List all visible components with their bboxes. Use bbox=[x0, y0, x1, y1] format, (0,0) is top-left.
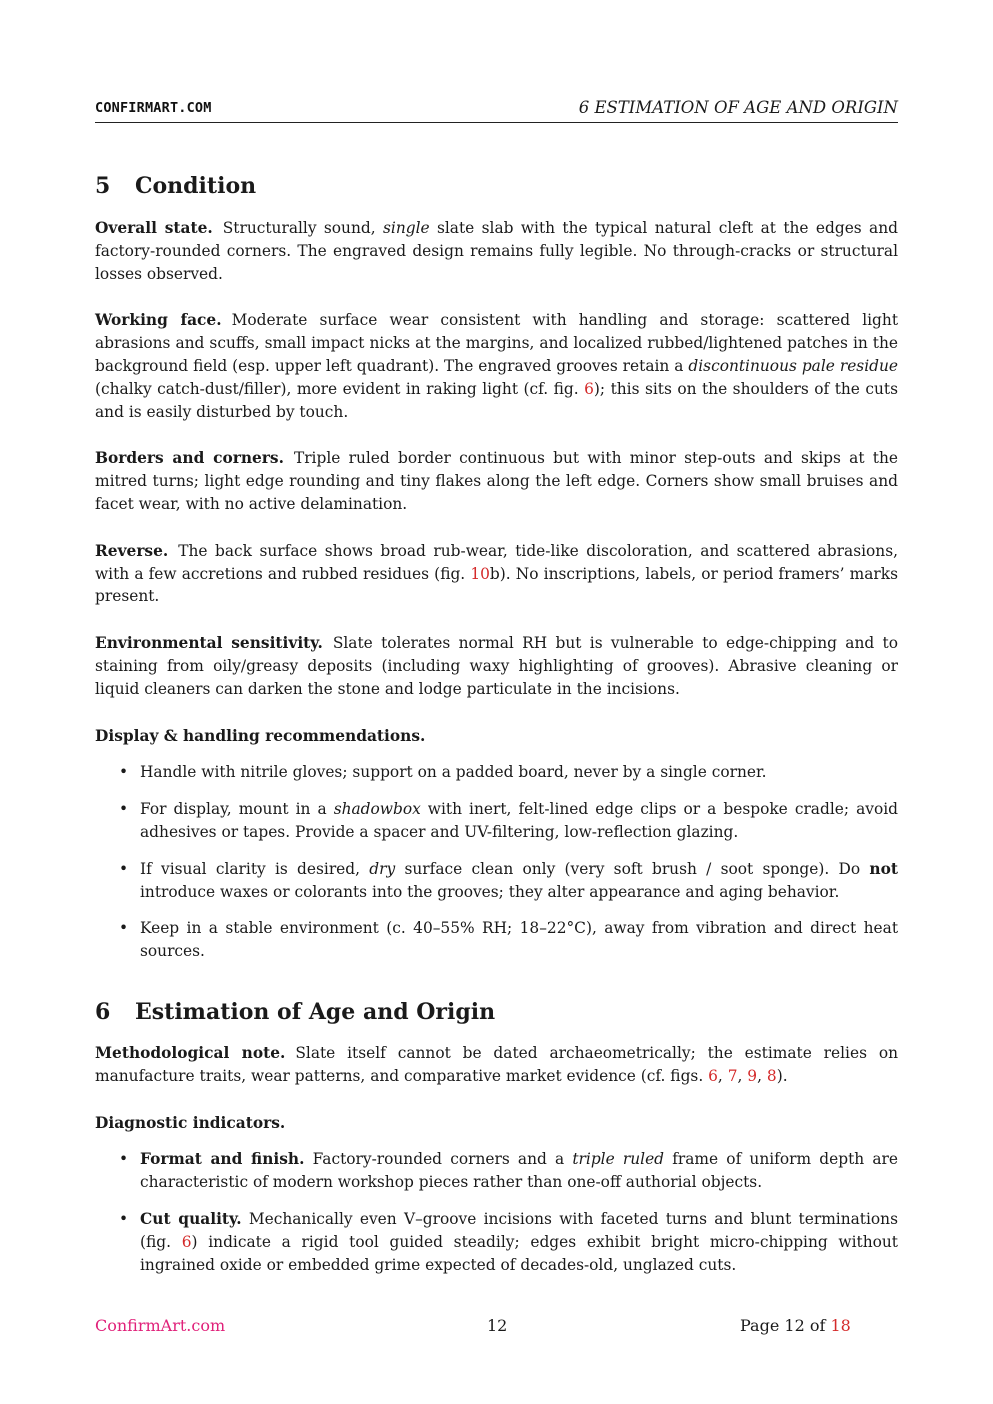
list-item-text: introduce waxes or colorants into the grooves; they alter appearance and aging behavior. bbox=[140, 882, 840, 901]
paragraph-text: The back surface shows broad rub-wear, tide-like discoloration, and scattered abrasions, with a few accretions and rubbed residues (fig. bbox=[95, 541, 898, 583]
running-title: 6 ESTIMATION OF AGE AND ORIGIN bbox=[578, 98, 898, 117]
emphasis: dry bbox=[369, 859, 396, 878]
bullet-icon: • bbox=[119, 859, 129, 878]
bullet-icon: • bbox=[119, 1150, 129, 1169]
paragraph-text: Structurally sound, bbox=[222, 219, 383, 237]
overall-state-paragraph bbox=[95, 217, 898, 285]
section-5-heading bbox=[95, 173, 898, 199]
list-item-text: Keep in a stable environment (c. 40–55% RH; 18–22°C), away from vibration and direct heat sources. bbox=[140, 919, 898, 961]
paragraph-text: Moderate surface wear consistent with handling and storage: scattered light abrasions and scuffs, small impact nicks at the margins, and localized rubbed/lightened patches in the background field (esp. upper left quadrant). The engraved grooves retain a bbox=[95, 311, 899, 375]
separator: , bbox=[737, 1066, 748, 1085]
diagnostic-indicators-heading: Diagnostic indicators. bbox=[95, 1113, 286, 1132]
separator: , bbox=[717, 1066, 728, 1085]
paragraph-text: slate slab with the typical natural cleft at the edges and factory-rounded corners. The engraved design remains fully legible. No through-cracks or structural losses observed. bbox=[95, 219, 898, 283]
working-face-paragraph bbox=[95, 309, 898, 423]
section-title: Estimation of Age and Origin bbox=[135, 998, 496, 1025]
bullet-icon: • bbox=[119, 1209, 129, 1228]
paragraph-text: Slate tolerates normal RH but is vulnerable to edge-chipping and to staining from oily/greasy deposits (including waxy highlighting of grooves). Abrasive cleaning or liquid cleaners can darken the stone and lodge particulate in the incisions. bbox=[95, 634, 899, 698]
figure-ref-link[interactable]: 9 bbox=[747, 1066, 758, 1085]
list-item bbox=[95, 761, 898, 784]
paragraph-text: b). No inscriptions, labels, or period framers’ marks present. bbox=[95, 564, 898, 606]
methodological-note-paragraph bbox=[95, 1042, 898, 1088]
page-header bbox=[95, 98, 898, 123]
section-6-heading bbox=[95, 999, 898, 1025]
list-item bbox=[95, 858, 898, 904]
section-number: 5 bbox=[95, 173, 111, 199]
figure-ref-link[interactable]: 6 bbox=[181, 1232, 192, 1251]
figure-ref-link[interactable]: 6 bbox=[584, 379, 594, 398]
emphasis: shadowbox bbox=[333, 800, 421, 819]
paragraph-text: ); this sits on the shoulders of the cuts and is easily disturbed by touch. bbox=[95, 379, 899, 421]
section-number: 6 bbox=[95, 998, 111, 1025]
footer-site-link[interactable]: ConfirmArt.com bbox=[95, 1316, 226, 1335]
paragraph-label: Environmental sensitivity. bbox=[95, 634, 323, 653]
list-item-text: ) indicate a rigid tool guided steadily; edges exhibit bright micro-chipping without ingrained oxide or embedded grime expected of decades-old, unglazed cuts. bbox=[140, 1232, 898, 1274]
figure-ref-link[interactable]: 7 bbox=[727, 1066, 738, 1085]
diagnostic-indicators-list bbox=[95, 1148, 898, 1276]
reverse-paragraph bbox=[95, 540, 898, 608]
footer-page-count bbox=[740, 1316, 851, 1335]
figure-ref-link[interactable]: 6 bbox=[708, 1066, 718, 1085]
site-logo[interactable]: CONFIRMART.COM bbox=[95, 100, 212, 116]
paragraph-text: Triple ruled border continuous but with minor step-outs and skips at the mitred turns; light edge rounding and tiny flakes along the left edge. Corners show small bruises and facet wear, with no active delamination. bbox=[95, 449, 898, 513]
paragraph-text: (chalky catch-dust/filler), more evident in raking light (cf. fig. bbox=[95, 379, 585, 398]
borders-corners-paragraph bbox=[95, 447, 898, 515]
list-item-text: with inert, felt-lined edge clips or a bespoke cradle; avoid adhesives or tapes. Provide a spacer and UV-filtering, low-reflection glazing. bbox=[140, 800, 898, 841]
display-handling-list bbox=[95, 761, 898, 963]
list-item bbox=[95, 798, 898, 844]
emphasis: single bbox=[383, 219, 430, 237]
list-item-text: For display, mount in a bbox=[140, 800, 334, 819]
paragraph-text: ). bbox=[776, 1066, 788, 1085]
strong-emphasis: not bbox=[869, 859, 898, 878]
bullet-icon: • bbox=[119, 763, 129, 782]
section-title: Condition bbox=[135, 173, 257, 199]
page-count-prefix: Page 12 of bbox=[740, 1316, 831, 1335]
paragraph-label: Overall state. bbox=[95, 219, 213, 237]
display-handling-heading: Display & handling recommendations. bbox=[95, 726, 426, 745]
paragraph-label: Reverse. bbox=[95, 541, 169, 560]
list-item-text: surface clean only (very soft brush / soot sponge). Do bbox=[395, 859, 870, 878]
bullet-icon: • bbox=[119, 919, 129, 938]
list-item-label: Cut quality. bbox=[140, 1209, 242, 1228]
figure-ref-link[interactable]: 8 bbox=[766, 1066, 777, 1085]
list-item-text: Mechanically even V–groove incisions with faceted turns and blunt terminations (fig. bbox=[140, 1209, 898, 1251]
emphasis: discontinuous pale residue bbox=[688, 356, 898, 375]
list-item-label: Format and finish. bbox=[140, 1150, 305, 1169]
list-item bbox=[95, 917, 898, 963]
paragraph-label: Methodological note. bbox=[95, 1043, 286, 1062]
list-item-text: Factory-rounded corners and a bbox=[304, 1150, 573, 1169]
paragraph-label: Working face. bbox=[95, 311, 222, 330]
list-item bbox=[95, 1148, 898, 1194]
list-item bbox=[95, 1208, 898, 1276]
page-content bbox=[95, 173, 898, 1290]
separator: , bbox=[757, 1066, 767, 1085]
list-item-text: Handle with nitrile gloves; support on a padded board, never by a single corner. bbox=[140, 763, 767, 782]
paragraph-text: Slate itself cannot be dated archaeometrically; the estimate relies on manufacture traits, wear patterns, and comparative market evidence (cf. figs. bbox=[95, 1043, 899, 1085]
page-footer bbox=[95, 1316, 898, 1340]
total-pages-link[interactable]: 18 bbox=[830, 1316, 851, 1335]
paragraph-label: Borders and corners. bbox=[95, 449, 284, 468]
list-item-text: frame of uniform depth are characteristic of modern workshop pieces rather than one-off authorial objects. bbox=[140, 1150, 898, 1192]
list-item-text: If visual clarity is desired, bbox=[140, 859, 370, 878]
environmental-sensitivity-paragraph bbox=[95, 632, 898, 700]
emphasis: triple ruled bbox=[572, 1150, 665, 1169]
bullet-icon: • bbox=[119, 800, 129, 819]
footer-page-number: 12 bbox=[487, 1316, 508, 1335]
figure-ref-link[interactable]: 10 bbox=[470, 564, 490, 583]
